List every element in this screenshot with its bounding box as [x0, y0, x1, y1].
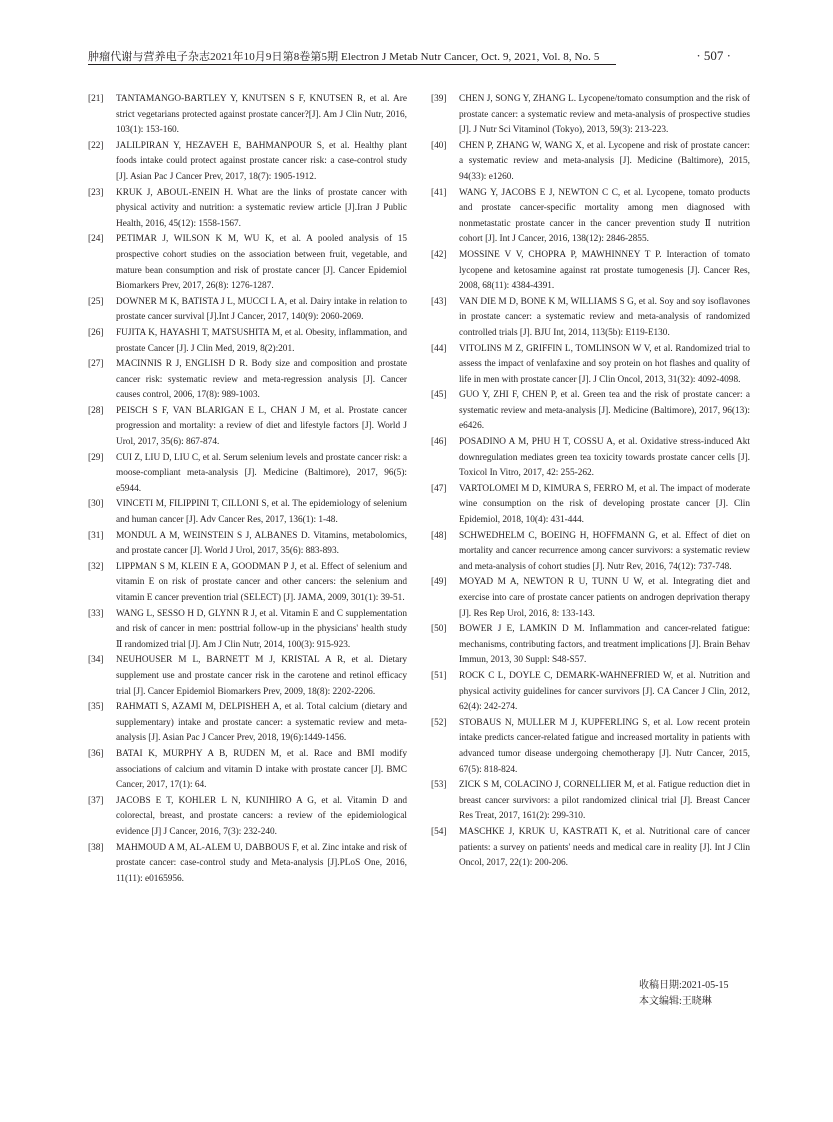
reference-number: [33] — [88, 608, 104, 619]
reference-number: [39] — [431, 94, 447, 104]
reference-item — [88, 529, 407, 560]
reference-text: MASCHKE J, KRUK U, KASTRATI K, et al. Nutritional care of cancer patients: a survey on patients' needs and medical care in reality [J]. Int J Clin Oncol, 2017, 22(1): 200-206. — [459, 826, 750, 869]
reference-number: [53] — [431, 780, 447, 791]
reference-text: CUI Z, LIU D, LIU C, et al. Serum selenium levels and prostate cancer risk: a moose-compliant meta-analysis [J]. Medicine (Baltimore), 2017, 96(5): e5944. — [116, 452, 407, 494]
reference-text: ROCK C L, DOYLE C, DEMARK-WAHNEFRIED W, et al. Nutrition and physical activity guidelines for cancer survivors [J]. CA Cancer J Clin, 2012, 62(4): 242-274. — [459, 670, 750, 713]
reference-text: JACOBS E T, KOHLER L N, KUNIHIRO A G, et al. Vitamin D and colorectal, breast, and prostate cancers: a review of the epidemiological evidence [J] J Cancer, 2016, 7(3): 232-240. — [116, 795, 407, 837]
reference-item — [431, 716, 750, 778]
reference-text: POSADINO A M, PHU H T, COSSU A, et al. Oxidative stress-induced Akt downregulation mediates green tea toxicity towards prostate cancer cells [J]. Toxicol In Vitro, 2017, 42: 255-262. — [459, 437, 750, 479]
reference-text: MOYAD M A, NEWTON R U, TUNN U W, et al. Integrating diet and exercise into care of prostate cancer patients on androgen deprivation therapy [J]. Res Rep Urol, 2016, 8: 133-143. — [459, 577, 750, 619]
reference-item — [431, 92, 750, 139]
reference-number: [31] — [88, 530, 104, 541]
reference-number: [34] — [88, 655, 104, 666]
reference-item — [431, 248, 750, 295]
reference-item — [88, 747, 407, 794]
reference-text: SCHWEDHELM C, BOEING H, HOFFMANN G, et al. Effect of diet on mortality and cancer recurrence among cancer survivors: a systematic review and meta-analysis of cohort studies [J]. Nutr Rev, 2016, 74(12): 737-748. — [459, 530, 750, 572]
reference-text: JALILPIRAN Y, HEZAVEH E, BAHMANPOUR S, et al. Healthy plant foods intake could protect against prostate cancer risk: a case-control study [J]. Asian Pac J Cancer Prev, 2017, 18(7): 1905-1912. — [116, 140, 407, 182]
page-number: · 507 · — [696, 48, 731, 63]
reference-text: ZICK S M, COLACINO J, CORNELLIER M, et al. Fatigue reduction diet in breast cancer survivors: a pilot randomized clinical trial [J]. Breast Cancer Res Treat, 2017, 161(2): 299-310. — [459, 780, 750, 822]
references-column-right — [431, 92, 750, 872]
reference-item — [88, 700, 407, 747]
reference-item — [431, 342, 750, 389]
reference-item — [88, 404, 407, 451]
reference-text: VINCETI M, FILIPPINI T, CILLONI S, et al. The epidemiology of selenium and human cancer [J]. Adv Cancer Res, 2017, 136(1): 1-48. — [116, 499, 407, 526]
reference-number: [29] — [88, 452, 104, 463]
reference-number: [43] — [431, 296, 447, 307]
reference-item — [88, 497, 407, 528]
header-rule — [88, 64, 616, 65]
reference-number: [38] — [88, 842, 104, 853]
reference-number: [37] — [88, 795, 104, 806]
reference-item — [431, 825, 750, 872]
reference-text: BOWER J E, LAMKIN D M. Inflammation and cancer-related fatigue: mechanisms, contributing factors, and treatment implications [J]. Brain Behav Immun, 2013, 30 Suppl: S48-S57. — [459, 624, 750, 666]
reference-number: [35] — [88, 702, 104, 713]
reference-text: TANTAMANGO-BARTLEY Y, KNUTSEN S F, KNUTSEN R, et al. Are strict vegetarians protected against prostate cancer?[J]. Am J Clin Nutr, 2016, 103(1): 153-160. — [116, 94, 407, 136]
received-date: 收稿日期:2021-05-15 — [639, 980, 729, 991]
reference-number: [52] — [431, 717, 447, 728]
reference-item — [88, 232, 407, 294]
reference-text: MACINNIS R J, ENGLISH D R. Body size and composition and prostate cancer risk: systematic review and meta-regression analysis [J]. Cancer causes control, 2006, 17(8): 989-1003. — [116, 359, 407, 401]
reference-number: [22] — [88, 140, 104, 151]
reference-item — [431, 482, 750, 529]
reference-text: PEISCH S F, VAN BLARIGAN E L, CHAN J M, et al. Prostate cancer progression and mortality: a review of diet and lifestyle factors [J]. World J Urol, 2017, 35(6): 867-874. — [116, 405, 407, 448]
reference-item — [431, 186, 750, 248]
reference-text: CHEN J, SONG Y, ZHANG L. Lycopene/tomato consumption and the risk of prostate cancer: a systematic review and meta-analysis of prospective studies [J]. J Nutr Sci Vitaminol (Tokyo), 2013, 59(3): 213-223. — [459, 94, 750, 136]
reference-item — [431, 435, 750, 482]
reference-text: DOWNER M K, BATISTA J L, MUCCI L A, et al. Dairy intake in relation to prostate cancer survival [J].Int J Cancer, 2017, 140(9): 2060-2069. — [116, 296, 407, 323]
reference-text: WANG L, SESSO H D, GLYNN R J, et al. Vitamin E and C supplementation and risk of cancer in men: posttrial follow-up in the physicians' health study Ⅱ randomized trial [J]. Am J Clin Nutr, 2014, 100(3): 915-923. — [116, 608, 407, 650]
reference-item — [88, 357, 407, 404]
reference-number: [47] — [431, 483, 447, 494]
reference-number: [25] — [88, 296, 104, 307]
reference-text: PETIMAR J, WILSON K M, WU K, et al. A pooled analysis of 15 prospective cohort studies on the association between fruit, vegetable, and mature bean consumption and risk of prostate cancer [J]. Cancer Epidemiol Biomarkers Prev, 2017, 26(8): 1276-1287. — [116, 234, 407, 292]
reference-number: [41] — [431, 187, 447, 198]
reference-number: [46] — [431, 437, 447, 448]
reference-text: STOBAUS N, MULLER M J, KUPFERLING S, et al. Low recent protein intake predicts cancer-related fatigue and increased mortality in patients with advanced tumor disease undergoing chemotherapy [J]. Nutr Cancer, 2015, 67(5): 818-824. — [459, 717, 750, 775]
reference-text: MOSSINE V V, CHOPRA P, MAWHINNEY T P. Interaction of tomato lycopene and ketosamine against rat prostate tumogenesis [J]. Cancer Res, 2008, 68(11): 4384-4391. — [459, 249, 750, 292]
reference-number: [26] — [88, 327, 104, 338]
reference-number: [51] — [431, 670, 447, 681]
reference-number: [44] — [431, 343, 447, 354]
reference-item — [88, 295, 407, 326]
reference-item — [431, 778, 750, 825]
reference-number: [45] — [431, 390, 447, 401]
reference-item — [88, 607, 407, 654]
reference-number: [42] — [431, 249, 447, 260]
references-column-left — [88, 92, 407, 887]
reference-text: VITOLINS M Z, GRIFFIN L, TOMLINSON W V, et al. Randomized trial to assess the impact of venlafaxine and soy protein on hot flashes and quality of life in men with prostate cancer [J]. J Clin Oncol, 2013, 31(32): 4092-4098. — [459, 343, 750, 385]
reference-item — [431, 669, 750, 716]
reference-item — [88, 326, 407, 357]
reference-number: [36] — [88, 748, 104, 759]
reference-number: [48] — [431, 530, 447, 541]
reference-text: VARTOLOMEI M D, KIMURA S, FERRO M, et al. The impact of moderate wine consumption on the risk of developing prostate cancer [J]. Clin Epidemiol, 2018, 10(4): 431-444. — [459, 483, 750, 526]
reference-number: [54] — [431, 826, 447, 837]
reference-item — [88, 653, 407, 700]
reference-item — [431, 622, 750, 669]
reference-text: MONDUL A M, WEINSTEIN S J, ALBANES D. Vitamins, metabolomics, and prostate cancer [J]. World J Urol, 2017, 35(6): 883-893. — [116, 530, 407, 557]
reference-item — [88, 92, 407, 139]
reference-text: GUO Y, ZHI F, CHEN P, et al. Green tea and the risk of prostate cancer: a systematic review and meta-analysis [J]. Medicine (Baltimore), 2017, 96(13): e6426. — [459, 390, 750, 432]
journal-citation-line: 肿瘤代谢与营养电子杂志2021年10月9日第8卷第5期 Electron J Metab Nutr Cancer, Oct. 9, 2021, Vol. 8, No. 5 — [88, 51, 600, 63]
reference-item — [431, 575, 750, 622]
reference-item — [431, 139, 750, 186]
reference-item — [88, 841, 407, 888]
reference-number: [23] — [88, 187, 104, 198]
reference-item — [88, 451, 407, 498]
reference-text: LIPPMAN S M, KLEIN E A, GOODMAN P J, et al. Effect of selenium and vitamin E on risk of prostate cancer and other cancers: the selenium and vitamin E cancer prevention trial (SELECT) [J]. JAMA, 2009, 301(1): 39-51. — [116, 561, 407, 603]
reference-text: MAHMOUD A M, AL-ALEM U, DABBOUS F, et al. Zinc intake and risk of prostate cancer: case-control study and Meta-analysis [J].PLoS One, 2016, 11(11): e0165956. — [116, 842, 407, 884]
reference-text: NEUHOUSER M L, BARNETT M J, KRISTAL A R, et al. Dietary supplement use and prostate cancer risk in the carotene and retinol efficacy trial [J]. Cancer Epidemiol Biomarkers Prev, 2009, 18(8): 2202-2206. — [116, 655, 407, 697]
reference-number: [27] — [88, 359, 104, 370]
reference-item — [88, 794, 407, 841]
reference-text: VAN DIE M D, BONE K M, WILLIAMS S G, et al. Soy and soy isoflavones in prostate cancer: a systematic review and meta-analysis of randomized controlled trials [J]. BJU Int, 2014, 113(5b): E119-E130. — [459, 296, 750, 338]
reference-number: [24] — [88, 234, 104, 245]
reference-item — [431, 295, 750, 342]
reference-number: [28] — [88, 405, 104, 416]
reference-number: [21] — [88, 94, 104, 104]
reference-text: BATAI K, MURPHY A B, RUDEN M, et al. Race and BMI modify associations of calcium and vitamin D intake with prostate cancer [J]. BMC Cancer, 2017, 17(1): 64. — [116, 748, 407, 791]
reference-text: RAHMATI S, AZAMI M, DELPISHEH A, et al. Total calcium (dietary and supplementary) intake and prostate cancer: a systematic review and meta-analysis [J]. Asian Pac J Cancer Prev, 2018, 19(6):1449-1456. — [116, 702, 407, 744]
reference-number: [32] — [88, 561, 104, 572]
reference-text: FUJITA K, HAYASHI T, MATSUSHITA M, et al. Obesity, inflammation, and prostate Cancer [J]. J Clin Med, 2019, 8(2):201. — [116, 327, 407, 354]
editor-credit: 本文编辑:王晓琳 — [639, 996, 712, 1007]
reference-item — [431, 388, 750, 435]
reference-number: [30] — [88, 499, 104, 510]
reference-text: CHEN P, ZHANG W, WANG X, et al. Lycopene and risk of prostate cancer: a systematic review and meta-analysis [J]. Medicine (Baltimore), 2015, 94(33): e1260. — [459, 140, 750, 182]
reference-item — [88, 139, 407, 186]
reference-item — [88, 560, 407, 607]
reference-text: WANG Y, JACOBS E J, NEWTON C C, et al. Lycopene, tomato products and prostate cancer-specific mortality among men diagnosed with nonmetastatic prostate cancer in the cancer prevention study Ⅱ nutrition cohort [J]. Int J Cancer, 2016, 138(12): 2846-2855. — [459, 187, 750, 245]
reference-item — [431, 529, 750, 576]
reference-number: [40] — [431, 140, 447, 151]
reference-item — [88, 186, 407, 233]
reference-text: KRUK J, ABOUL-ENEIN H. What are the links of prostate cancer with physical activity and nutrition: a systematic review article [J].Iran J Public Health, 2016, 45(12): 1558-1567. — [116, 187, 407, 229]
reference-number: [50] — [431, 624, 447, 635]
reference-number: [49] — [431, 577, 447, 588]
